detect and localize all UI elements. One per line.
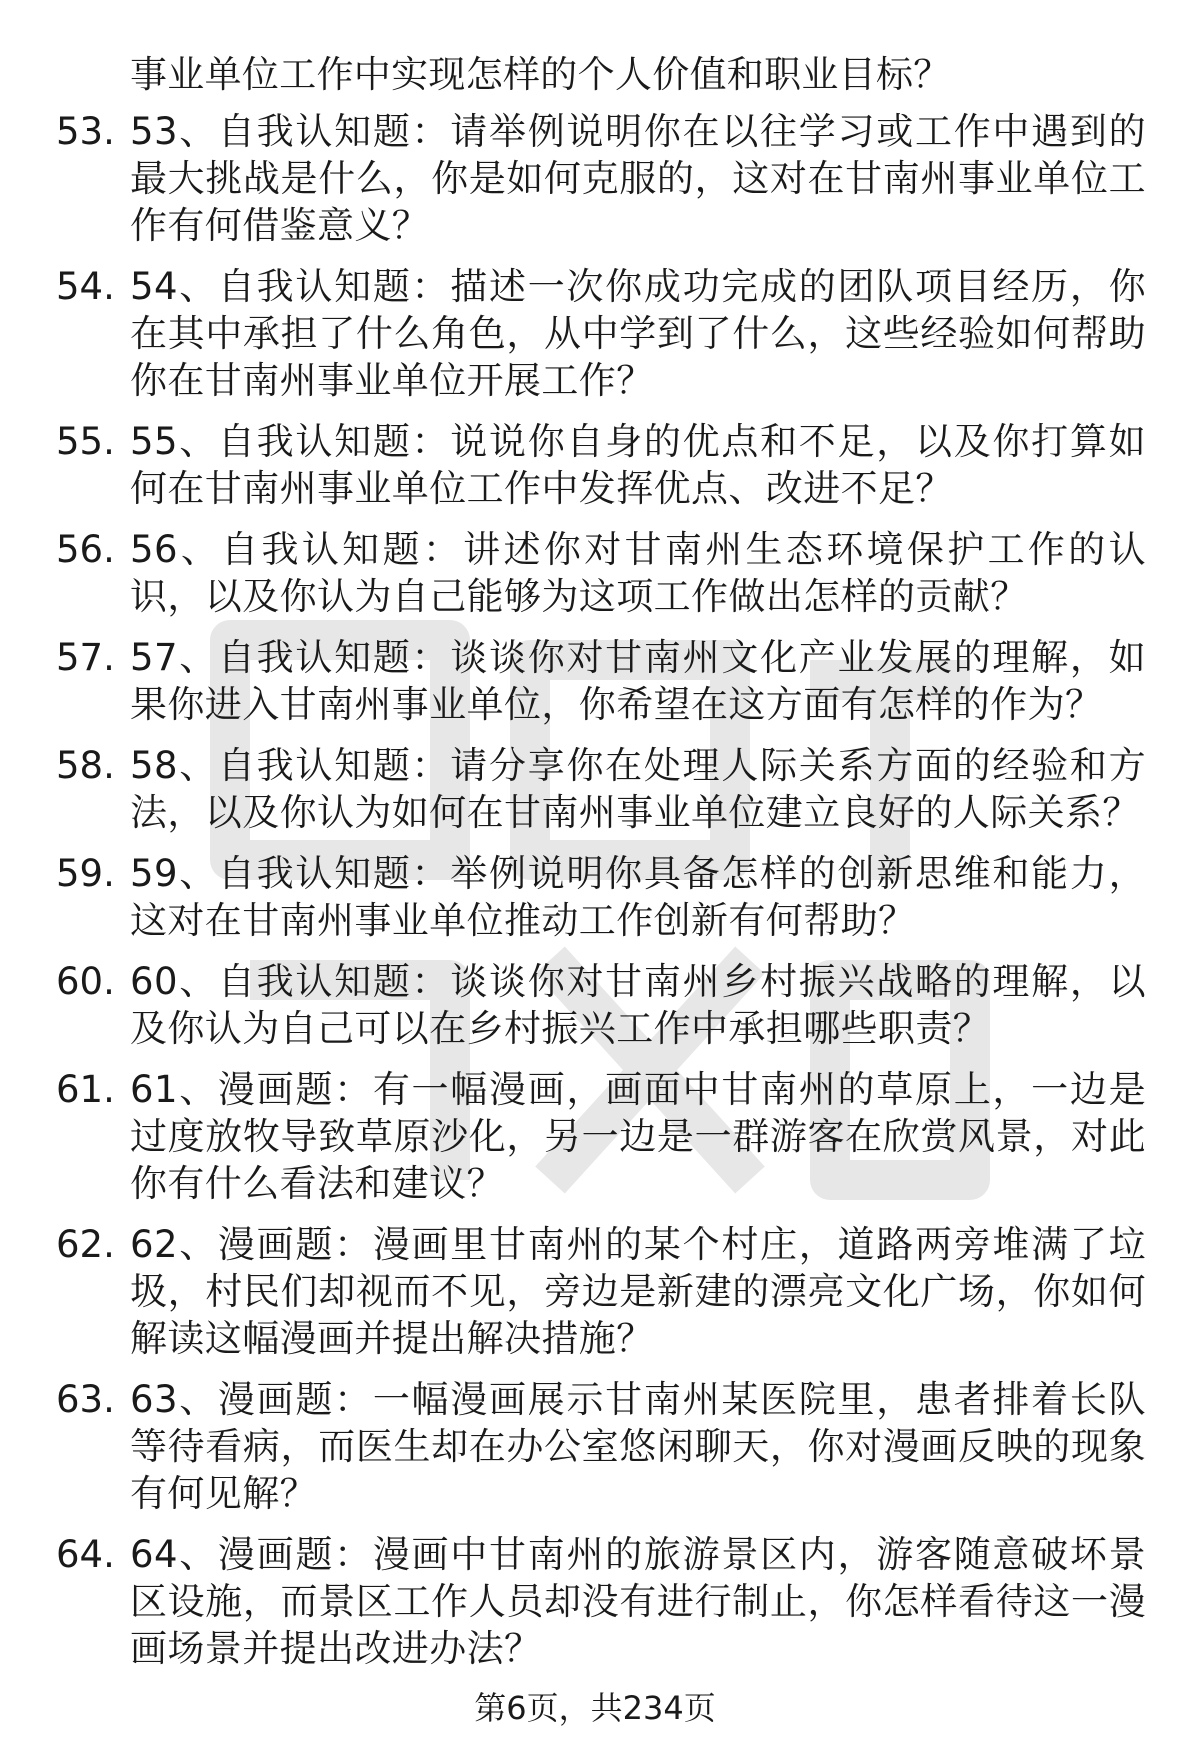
item-number: 54. [56,265,115,308]
item-number: 56. [56,528,115,571]
page-footer: 第6页，共234页 [474,1689,716,1727]
item-text: 60、自我认知题：谈谈你对甘南州乡村振兴战略的理解，以及你认为自己可以在乡村振兴工作中承担哪些职责？ [130,960,1146,1050]
item-text: 58、自我认知题：请分享你在处理人际关系方面的经验和方法，以及你认为如何在甘南州事业单位建立良好的人际关系？ [130,744,1146,834]
item-number: 59. [56,852,115,895]
item-text: 57、自我认知题：谈谈你对甘南州文化产业发展的理解，如果你进入甘南州事业单位，你希望在这方面有怎样的作为？ [130,636,1146,726]
item-text: 59、自我认知题：举例说明你具备怎样的创新思维和能力，这对在甘南州事业单位推动工作创新有何帮助？ [130,852,1146,942]
item-number: 53. [56,110,115,153]
item-text: 62、漫画题：漫画里甘南州的某个村庄，道路两旁堆满了垃圾，村民们却视而不见，旁边是新建的漂亮文化广场，你如何解读这幅漫画并提出解决措施？ [130,1223,1146,1360]
list-item [56,634,1156,728]
item-number: 55. [56,420,115,463]
list-item [56,958,1156,1052]
list-item [56,1376,1156,1517]
continued-question-text: 事业单位工作中实现怎样的个人价值和职业目标？ [130,53,951,96]
item-number: 64. [56,1533,115,1576]
item-number: 60. [56,960,115,1003]
list-item [56,526,1156,620]
item-text: 61、漫画题：有一幅漫画，画面中甘南州的草原上，一边是过度放牧导致草原沙化，另一边是一群游客在欣赏风景，对此你有什么看法和建议？ [130,1068,1146,1205]
item-number: 62. [56,1223,115,1266]
item-text: 55、自我认知题：说说你自身的优点和不足，以及你打算如何在甘南州事业单位工作中发挥优点、改进不足？ [130,420,1146,510]
item-number: 61. [56,1068,115,1111]
item-text: 63、漫画题：一幅漫画展示甘南州某医院里，患者排着长队等待看病，而医生却在办公室悠闲聊天，你对漫画反映的现象有何见解？ [130,1378,1146,1515]
list-item [56,1531,1156,1672]
item-text: 56、自我认知题：讲述你对甘南州生态环境保护工作的认识，以及你认为自己能够为这项工作做出怎样的贡献？ [130,528,1146,618]
item-number: 58. [56,744,115,787]
item-text: 53、自我认知题：请举例说明你在以往学习或工作中遇到的最大挑战是什么，你是如何克服的，这对在甘南州事业单位工作有何借鉴意义？ [130,110,1146,247]
list-item [56,742,1156,836]
list-item [56,1221,1156,1362]
list-item [56,108,1156,249]
list-item [56,1066,1156,1207]
list-item [56,850,1156,944]
item-number: 57. [56,636,115,679]
list-item [56,418,1156,512]
item-text: 54、自我认知题：描述一次你成功完成的团队项目经历，你在其中承担了什么角色，从中学到了什么，这些经验如何帮助你在甘南州事业单位开展工作？ [130,265,1146,402]
item-text: 64、漫画题：漫画中甘南州的旅游景区内，游客随意破坏景区设施，而景区工作人员却没有进行制止，你怎样看待这一漫画场景并提出改进办法？ [130,1533,1146,1670]
list-item [56,263,1156,404]
item-number: 63. [56,1378,115,1421]
question-list [56,108,1156,1686]
